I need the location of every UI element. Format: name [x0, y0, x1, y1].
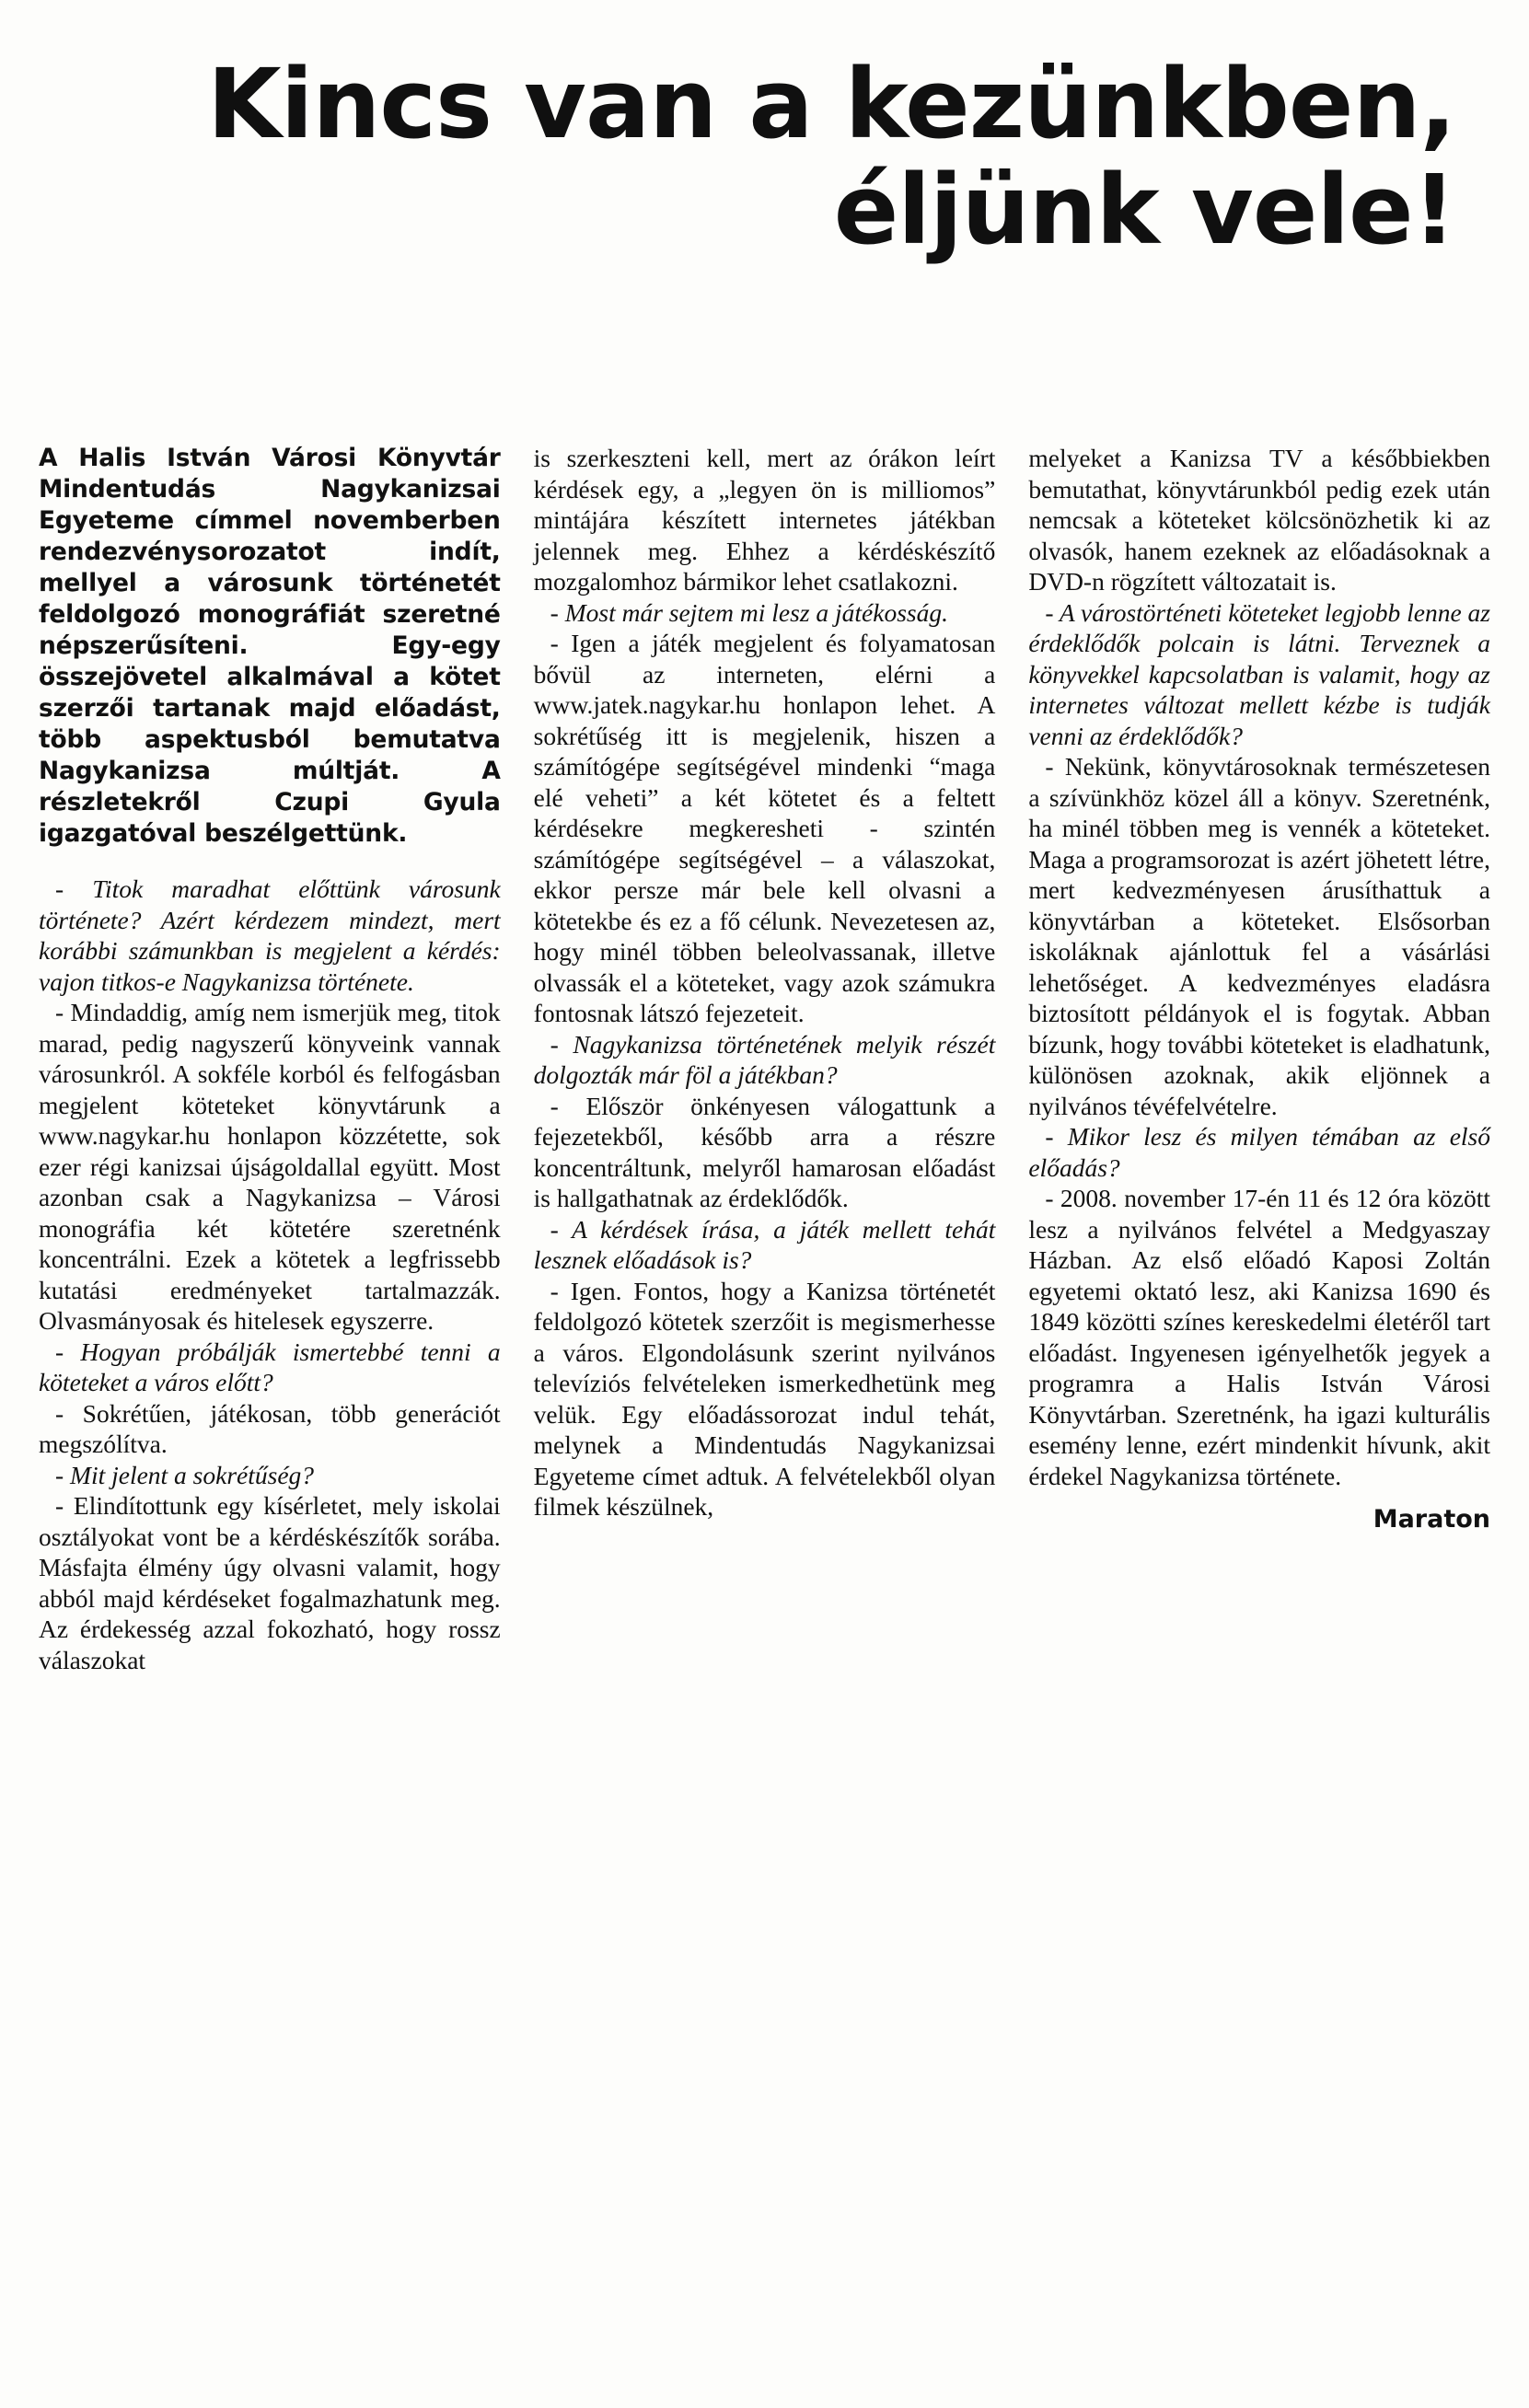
column-right — [1028, 443, 1490, 2380]
paragraph: - A várostörténeti köteteket legjobb lenne az érdeklődők polcain is látni. Terveznek a könyvekkel kapcsolatban is valamit, hogy az internetes változat mellett kézbe is tudják venni az érdeklődők? — [1028, 597, 1491, 750]
column-left — [39, 443, 501, 2380]
paragraph: - Mindaddig, amíg nem ismerjük meg, titok marad, pedig nagyszerű könyveink vannak városunkról. A sokféle korból és felfogásban megjelent köteteket könyvtárunk a www.nagykar.hu honlapon közzétette, sok ezer régi kanizsai újságoldallal együtt. Most azonban csak a Nagykanizsa – Városi monográfia két kötetére szeretnénk koncentrálni. Ezek a kötetek a legfrissebb kutatási eredményeket tartalmazzák. Olvasmányosak és hitelesek egyszerre. — [39, 998, 501, 1335]
column-middle — [534, 443, 996, 2380]
paragraph: - Mikor lesz és milyen témában az első előadás? — [1028, 1122, 1491, 1182]
headline-line-2: éljünk vele! — [833, 154, 1455, 267]
article-columns — [39, 443, 1490, 2380]
paragraph: - Mit jelent a sokrétűség? — [55, 1460, 315, 1489]
paragraph: - Titok maradhat előttünk városunk története? Azért kérdezem mindezt, mert korábbi számunkban is megjelent a kérdés: vajon titkos-e Nagykanizsa története. — [39, 874, 501, 996]
byline: Maraton — [1373, 1505, 1491, 1534]
paragraph: - 2008. november 17-én 11 és 12 óra között lesz a nyilvános felvétel a Medgyaszay Házban. Az első előadó Kaposi Zoltán egyetemi oktató lesz, aki Kanizsa 1690 és 1849 közötti színes kereskedelmi életéről tart előadást. Ingyenesen igényelhetők jegyek a programra a Halis István Városi Könyvtárban. Szeretnénk, ha igazi kulturális esemény lenne, ezért mindenkit hívunk, akit érdekel Nagykanizsa története. — [1028, 1184, 1491, 1490]
paragraph: - Nagykanizsa történetének melyik részét dolgozták már föl a játékban? — [533, 1029, 996, 1089]
article-headline — [35, 48, 1494, 267]
lead-paragraph: A Halis István Városi Könyvtár Mindentudás Nagykanizsai Egyeteme címmel novemberben rendezvénysorozatot indít, mellyel a városunk történetét feldolgozó monográfiát szeretné népszerűsíteni. Egy-egy összejövetel alkalmával a kötet szerzői tartanak majd előadást, több aspektusból bemutatva Nagykanizsa múltját. A részletekről Czupi Gyula igazgatóval beszélgettünk. — [39, 444, 501, 848]
paragraph: - Sokrétűen, játékosan, több generációt megszólítva. — [39, 1398, 501, 1458]
paragraph: - Nekünk, könyvtárosoknak természetesen a szívünkhöz közel áll a könyv. Szeretnénk, ha minél többen meg is vennék a köteteket. Maga a programsorozat is azért jöhetett létre, mert kedvezményesen árusíthattuk a könyvtárban a köteteket. Elsősorban iskoláknak ajánlottuk fel a vásárlási lehetőséget. A kedvezményes eladásra biztosított példányok el is fogytak. Abban bízunk, hogy további köteteket is eladhatunk, különösen azoknak, akik eljönnek a nyilvános tévéfelvételre. — [1028, 752, 1491, 1120]
paragraph: - A kérdések írása, a játék mellett tehát lesznek előadások is? — [533, 1214, 996, 1274]
paragraph: - Elindítottunk egy kísérletet, mely iskolai osztályokat vont be a kérdéskészítők sorába. Másfajta élmény úgy olvasni valamit, hogy abból majd kérdéseket fogalmazhatunk meg. Az érdekesség azzal fokozható, hogy rossz válaszokat — [39, 1491, 501, 1674]
page-content — [35, 24, 1494, 2380]
paragraph: - Hogyan próbálják ismertebbé tenni a köteteket a város előtt? — [39, 1337, 501, 1396]
paragraph: melyeket a Kanizsa TV a későbbiekben bemutathat, könyvtárunkból pedig ezek után nemcsak a köteteket kölcsönözhetik ki az olvasók, hanem ezeknek az előadásoknak a DVD-n rögzített változatait is. — [1028, 444, 1491, 596]
paragraph: is szerkeszteni kell, mert az órákon leírt kérdések egy, a „legyen ön is milliomos” mintájára készített internetes játékban jelennek meg. Ehhez a kérdéskészítő mozgalomhoz bármikor lehet csatlakozni. — [533, 444, 996, 596]
paragraph: - Most már sejtem mi lesz a játékosság. — [550, 597, 948, 627]
paragraph: - Először önkényesen válogattunk a fejezetekből, később arra a részre koncentráltunk, melyről hamarosan előadást is hallgathatnak az érdeklődők. — [533, 1091, 996, 1212]
paragraph: - Igen. Fontos, hogy a Kanizsa történetét feldolgozó kötetek szerzőit is megismerhesse a város. Elgondolásunk szerint nyilvános televíziós felvételeken ismerkedhetünk meg velük. Egy előadássorozat indul tehát, melynek a Mindentudás Nagykanizsai Egyeteme címet adtuk. A felvételekből olyan filmek készülnek, — [533, 1276, 996, 1521]
paragraph: - Igen a játék megjelent és folyamatosan bővül az interneten, elérni a www.jatek.nagykar.hu honlapon lehet. A sokrétűség itt is megjelenik, hiszen a számítógépe segítségével mindenki “maga elé veheti” a két kötetet és a feltett kérdésekre megkeresheti - szintén számítógépe segítségével – a válaszokat, ekkor persze már bele kell olvasni a kötetekbe és ez a fő célunk. Nevezetesen az, hogy minél többen beleolvassanak, illetve olvassák el a köteteket, vagy azok számukra fontosnak látszó fejezeteit. — [533, 629, 996, 1027]
headline-line-1: Kincs van a kezünkben, — [207, 48, 1455, 160]
